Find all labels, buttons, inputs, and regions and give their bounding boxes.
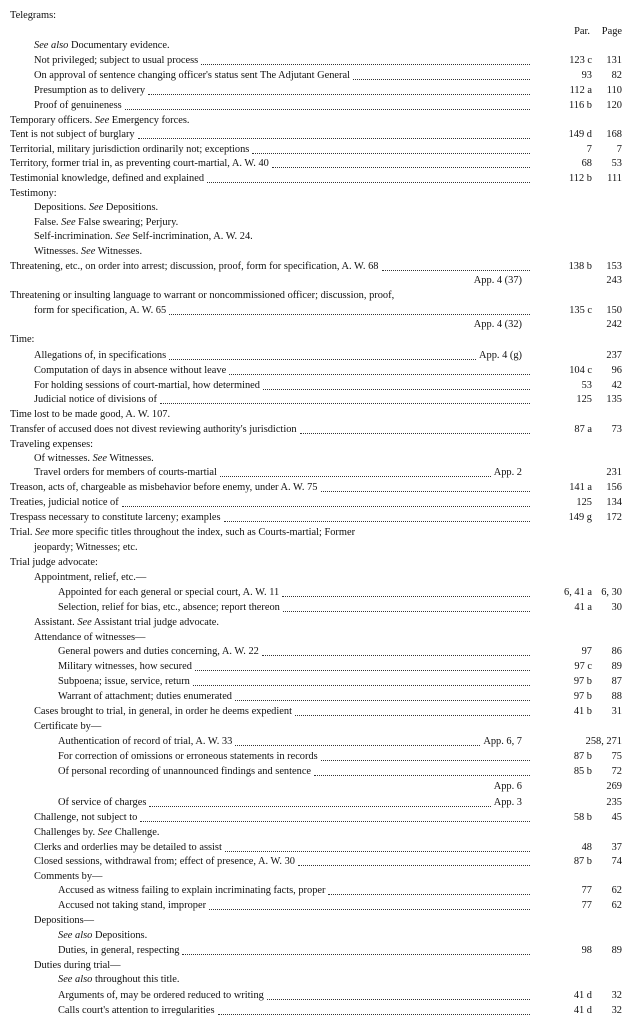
index-entry [0,332,640,348]
page-number: 62 [611,885,622,896]
cross-reference: Of witnesses. See Witnesses. [34,453,154,464]
paragraph-number: 112 b [569,173,592,184]
paragraph-number: 98 [581,945,592,956]
entry-text: Territory, former trial in, as preventing court-martial, A. W. 40 [10,158,269,169]
dot-leader [207,182,530,183]
dot-leader [160,403,530,404]
paragraph-number: 77 [581,885,592,896]
dot-leader [298,865,530,866]
entry-text: Not privileged; subject to usual process [34,55,199,66]
entry-text: General powers and duties concerning, A. W. 22 [58,646,259,657]
dot-leader [209,909,530,910]
dot-leader [125,109,530,110]
cross-reference: Depositions. See Depositions. [34,202,159,213]
page-number: 37 [611,842,622,853]
paragraph-number: 97 b [573,676,592,687]
entry-heading: Traveling expenses: [10,439,94,450]
dot-leader [282,596,530,597]
index-entry [0,570,640,586]
paragraph-number: 149 g [568,512,592,523]
cross-reference: Challenges by. See Challenge. [34,827,160,838]
entry-text: Treaties, judicial notice of [10,497,119,508]
index-entry [0,600,640,616]
page-number: 86 [611,646,622,657]
entry-text: Clerks and orderlies may be detailed to assist [34,842,222,853]
paragraph-number: 87 a [574,424,592,435]
entry-text: Selection, relief for bias, etc., absence; report thereon [58,602,280,613]
entry-heading: Certificate by— [34,721,102,732]
page-number: 156 [606,482,622,493]
index-entry [0,764,640,780]
index-entry [0,8,640,24]
dot-leader [267,999,530,1000]
page-number: 135 [606,394,622,405]
index-entry [0,407,640,423]
entry-text: Threatening, etc., on order into arrest; discussion, proof, form for specification, A. W. 68 [10,261,379,272]
entry-text: Transfer of accused does not divest reviewing authority's jurisdiction [10,424,297,435]
index-entry [0,200,640,216]
entry-text: Presumption as to delivery [34,85,146,96]
paragraph-number: 87 b [573,751,592,762]
page-number: 53 [611,158,622,169]
page-number: 172 [606,512,622,523]
entry-text: Duties, in general, respecting [58,945,180,956]
entry-heading: Time lost to be made good, A. W. 107. [10,409,171,420]
index-entry [0,392,640,408]
index-entry [0,659,640,675]
dot-leader [169,359,476,360]
page-number: 110 [606,85,622,96]
entry-text: Appointed for each general or special court, A. W. 11 [58,587,280,598]
dot-leader [295,715,530,716]
index-entry [0,615,640,631]
index-entry [0,898,640,914]
page-number: 7 [616,144,622,155]
page-number: 32 [611,1005,622,1016]
entry-text: Closed sessions, withdrawal from; effect of presence, A. W. 30 [34,856,295,867]
dot-leader [272,167,530,168]
appendix-ref: App. 4 (37) [473,275,522,286]
dot-leader [169,314,530,315]
entry-heading: Testimony: [10,188,57,199]
appendix-ref: App. 6, 7 [483,736,522,747]
dot-leader [140,821,530,822]
dot-leader [252,153,530,154]
paragraph-number: 41 d [573,990,592,1001]
entry-text: On approval of sentence changing officer's status sent The Adjutant General [34,70,350,81]
entry-heading: Appointment, relief, etc.— [34,572,147,583]
index-entry [0,988,640,1004]
page-number: 153 [606,261,622,272]
dot-leader [321,491,530,492]
paragraph-number: 138 b [568,261,592,272]
paragraph-number: 104 c [569,365,592,376]
cross-reference: See also Depositions. [58,930,148,941]
dot-leader [201,64,530,65]
index-entry [0,422,640,438]
dot-leader [321,760,530,761]
dot-leader [218,1014,530,1015]
dot-leader [224,521,530,522]
entry-heading: Threatening or insulting language to warrant or noncommissioned officer; discussion, proof, [10,290,395,301]
page-number: 269 [606,781,622,792]
page-number: 42 [611,380,622,391]
page-number: 237 [606,350,622,361]
cross-reference: Trial. See more specific titles throughout the index, such as Courts-martial; Former [10,527,356,538]
index-entry [0,244,640,260]
index-entry [0,1003,640,1019]
page-number: 150 [606,305,622,316]
index-entry [0,317,640,333]
index-entry [0,883,640,899]
index-entry [0,525,640,541]
page-number: 62 [611,900,622,911]
index-entry [0,229,640,245]
index-entry [0,495,640,511]
cross-reference: Witnesses. See Witnesses. [34,246,143,257]
dot-leader [382,270,530,271]
page-number: 243 [606,275,622,286]
page-number: 73 [611,424,622,435]
cross-reference: See also Documentary evidence. [34,40,170,51]
paragraph-number: 97 c [574,661,592,672]
page-number: 89 [611,945,622,956]
paragraph-number: 48 [581,842,592,853]
dot-leader [225,851,530,852]
index-entry [0,540,640,556]
dot-leader [283,611,530,612]
paragraph-number: 97 [581,646,592,657]
entry-text: Authentication of record of trial, A. W. 33 [58,736,233,747]
dot-leader [314,775,530,776]
index-entry [0,585,640,601]
entry-text: Arguments of, may be ordered reduced to writing [58,990,264,1001]
entry-text: Proof of genuineness [34,100,122,111]
cross-reference: See also throughout this title. [58,974,180,985]
index-entry [0,68,640,84]
page-number: 120 [606,100,622,111]
index-entry [0,943,640,959]
entry-text: Calls court's attention to irregularities [58,1005,215,1016]
index-entry [0,127,640,143]
paragraph-number: 85 b [573,766,592,777]
cross-reference: Assistant. See Assistant trial judge advocate. [34,617,219,628]
entry-text: Trespass necessary to constitute larceny; examples [10,512,221,523]
index-entry [0,674,640,690]
paragraph-number: 125 [576,394,592,405]
dot-leader [195,670,530,671]
page-number: 88 [611,691,622,702]
index-entry [0,273,640,289]
page-number: 72 [611,766,622,777]
index-entry [0,644,640,660]
paragraph-number: 93 [581,70,592,81]
entry-text: Tent is not subject of burglary [10,129,135,140]
index-entry [0,363,640,379]
cross-reference: Temporary officers. See Emergency forces. [10,115,190,126]
page-number: 31 [611,706,622,717]
entry-text: For correction of omissions or erroneous statements in records [58,751,318,762]
page-number: 131 [606,55,622,66]
index-entry [0,348,640,364]
entry-text: Warrant of attachment; duties enumerated [58,691,232,702]
page-number: 242 [606,319,622,330]
paragraph-number: 112 a [569,85,592,96]
paragraph-number: 135 c [569,305,592,316]
paragraph-number: 123 c [569,55,592,66]
paragraph-number: 41 b [573,706,592,717]
dot-leader [182,954,530,955]
page-number: 32 [611,990,622,1001]
entry-text: Challenge, not subject to [34,812,138,823]
page-number: 96 [611,365,622,376]
appendix-ref: App. 4 (g) [479,350,522,361]
paragraph-number: 116 b [569,100,592,111]
index-entry [0,156,640,172]
index-entry [0,913,640,929]
appendix-ref: App. 6 [493,781,522,792]
index-entry [0,825,640,841]
page-number: 235 [606,797,622,808]
entry-text: Of service of charges [58,797,147,808]
index-entry [0,749,640,765]
entry-heading: Time: [10,334,35,345]
index-entry [0,689,640,705]
entry-heading: Trial judge advocate: [10,557,98,568]
entry-text: Accused as witness failing to explain incriminating facts, proper [58,885,326,896]
index-entry [0,928,640,944]
index-entry [0,38,640,54]
dot-leader [229,374,530,375]
index-entry [0,779,640,795]
index-entry [0,719,640,735]
page-number: 74 [611,856,622,867]
page-number: 87 [611,676,622,687]
entry-text: For holding sessions of court-martial, how determined [34,380,260,391]
paragraph-number: 125 [576,497,592,508]
index-entry [0,465,640,481]
index-entry [0,288,640,304]
index-entry [0,795,640,811]
paragraph-number: 149 d [568,129,592,140]
index-entry [0,854,640,870]
entry-text: Treason, acts of, chargeable as misbehavior before enemy, under A. W. 75 [10,482,318,493]
par-column-header: Par. [574,26,590,37]
page-number: 30 [611,602,622,613]
index-entry [0,98,640,114]
dot-leader [263,389,530,390]
index-entry [0,555,640,571]
page-number: 134 [606,497,622,508]
entry-heading: Comments by— [34,871,103,882]
index-entry [0,704,640,720]
page-number: 82 [611,70,622,81]
page-number: 45 [611,812,622,823]
cross-reference: Self-incrimination. See Self-incrimination, A. W. 24. [34,231,253,242]
index-entry [0,810,640,826]
paragraph-number: 6, 41 a [564,587,592,598]
entry-text: Military witnesses, how secured [58,661,192,672]
paragraph-number: 97 b [573,691,592,702]
entry-text: Travel orders for members of courts-martial [34,467,217,478]
paragraph-number: 58 b [573,812,592,823]
entry-heading: Depositions— [34,915,95,926]
page-number: 168 [606,129,622,140]
entry-heading: Attendance of witnesses— [34,632,146,643]
dot-leader [235,700,530,701]
entry-text: Cases brought to trial, in general, in order he deems expedient [34,706,292,717]
paragraph-number: 41 a [574,602,592,613]
index-entry [0,83,640,99]
entry-text: Computation of days in absence without leave [34,365,227,376]
dot-leader [149,806,491,807]
paragraph-number: 53 [581,380,592,391]
entry-text: Testimonial knowledge, defined and explained [10,173,205,184]
dot-leader [262,655,530,656]
page-column-header: Page [601,26,622,37]
appendix-ref: App. 4 (32) [473,319,522,330]
entry-heading: Duties during trial— [34,960,121,971]
page-number: 6, 30 [601,587,622,598]
page-number: 75 [611,751,622,762]
index-entry [0,53,640,69]
page-number: 231 [606,467,622,478]
entry-heading: jeopardy; Witnesses; etc. [34,542,138,553]
appendix-ref: App. 3 [493,797,522,808]
dot-leader [235,745,480,746]
dot-leader [138,138,530,139]
entry-text: Allegations of, in specifications [34,350,167,361]
dot-leader [353,79,530,80]
dot-leader [220,476,491,477]
entry-text: Judicial notice of divisions of [34,394,157,405]
dot-leader [122,506,530,507]
entry-text: form for specification, A. W. 65 [34,305,167,316]
dot-leader [148,94,530,95]
paragraph-number: 7 [586,144,592,155]
page-number: 258, 271 [585,736,622,747]
index-entry [0,972,640,988]
page-number: 111 [607,173,622,184]
paragraph-number: 87 b [573,856,592,867]
entry-text: Of personal recording of unannounced findings and sentence [58,766,312,777]
dot-leader [300,433,530,434]
index-entry [0,510,640,526]
index-entry [0,171,640,187]
paragraph-number: 77 [581,900,592,911]
entry-text: Accused not taking stand, improper [58,900,207,911]
entry-text: Territorial, military jurisdiction ordinarily not; exceptions [10,144,250,155]
index-entry [0,480,640,496]
entry-heading: Telegrams: [10,10,57,21]
appendix-ref: App. 2 [493,467,522,478]
index-entry [0,734,640,750]
page-number: 89 [611,661,622,672]
paragraph-number: 68 [581,158,592,169]
dot-leader [193,685,530,686]
dot-leader [328,894,530,895]
paragraph-number: 41 d [573,1005,592,1016]
entry-text: Subpoena; issue, service, return [58,676,190,687]
paragraph-number: 141 a [569,482,592,493]
cross-reference: False. See False swearing; Perjury. [34,217,179,228]
